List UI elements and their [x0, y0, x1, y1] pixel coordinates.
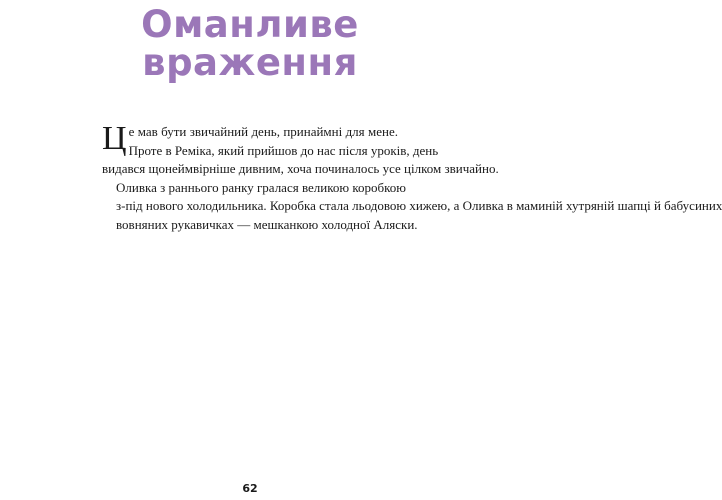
- text-line: е мав бути звичайний день, принаймні для мене.: [128, 124, 398, 139]
- paragraph-2: [102, 179, 722, 235]
- body-text: [102, 120, 722, 235]
- text-line: Оливка з раннього ранку гралася великою коробкою: [116, 179, 406, 195]
- text-line: Проте в Реміка, який прийшов до нас після уроків, день: [128, 142, 439, 158]
- chapter-title-line-1: Оманливе: [141, 3, 359, 46]
- drop-cap: Ц: [102, 120, 127, 157]
- paragraph-1: [102, 120, 499, 179]
- page-number: 62: [242, 482, 258, 495]
- text-line: видався щонеймвірніше дивним, хоча починалось усе цілком звичайно.: [102, 161, 499, 177]
- text-line: з-під нового холодильника. Коробка стала льодовою хижею, а Оливка в маминій хутряній шапці й бабусиних: [116, 198, 722, 214]
- text-line: вовняних рукавичках — мешканкою холодної Аляски.: [116, 216, 418, 232]
- chapter-title-line-2: враження: [142, 41, 358, 84]
- chapter-title: [0, 3, 500, 84]
